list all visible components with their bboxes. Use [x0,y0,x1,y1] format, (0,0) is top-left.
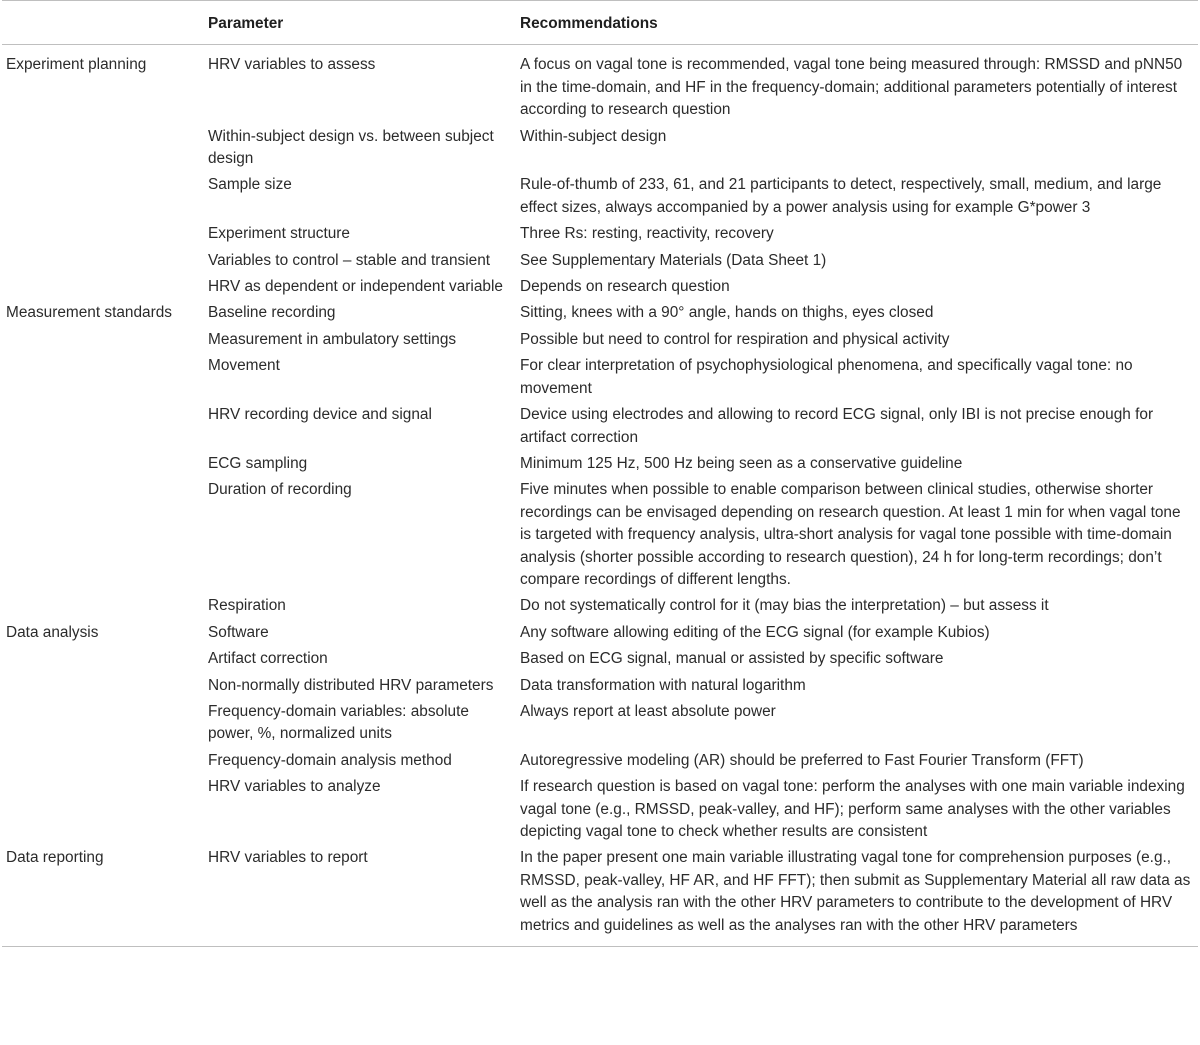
section-cell [2,248,204,274]
parameter-cell: Software [208,623,269,641]
table-row [2,673,1198,699]
section-cell [2,593,204,619]
parameter-cell: Artifact correction [208,650,328,668]
section-cell: Data reporting [6,849,104,867]
table-row [2,124,1198,173]
recommendation-cell: Three Rs: resting, reactivity, recovery [520,225,774,243]
section-cell [2,124,204,173]
parameter-cell: Measurement in ambulatory settings [208,330,457,348]
section-cell [2,172,204,221]
section-cell [2,646,204,672]
parameter-cell: Sample size [208,176,292,194]
parameter-cell: Baseline recording [208,304,336,322]
header-parameter: Parameter [208,15,284,32]
table-row [2,172,1198,221]
recommendation-cell: See Supplementary Materials (Data Sheet 1) [520,251,827,269]
section-cell [2,699,204,748]
table-row [2,699,1198,748]
table-row [2,248,1198,274]
recommendation-cell: Autoregressive modeling (AR) should be preferred to Fast Fourier Transform (FFT) [520,751,1084,769]
parameter-cell: HRV as dependent or independent variable [208,278,503,296]
table-row [2,327,1198,353]
parameter-cell: ECG sampling [208,454,308,472]
recommendation-cell: Any software allowing editing of the ECG signal (for example Kubios) [520,623,990,641]
section-cell [2,477,204,593]
table-row [2,593,1198,619]
section-cell [2,221,204,247]
section-cell: Measurement standards [6,304,172,322]
recommendation-cell: Device using electrodes and allowing to record ECG signal, only IBI is not precise enough for artifact correction [520,406,1154,446]
table-row [2,774,1198,845]
parameter-cell: HRV variables to assess [208,56,376,74]
section-cell: Data analysis [6,623,99,641]
parameter-cell: Movement [208,357,280,375]
recommendation-cell: Within-subject design [520,127,667,145]
parameter-cell: Experiment structure [208,225,350,243]
recommendation-cell: If research question is based on vagal tone: perform the analyses with one main variable indexing vagal tone (e.g., RMSSD, peak-valley, and HF); perform same analyses with the other variables depicting vagal tone to check whether results are consistent [520,778,1185,840]
header-row [2,1,1198,45]
recommendation-cell: Rule-of-thumb of 233, 61, and 21 participants to detect, respectively, small, medium, and large effect sizes, always accompanied by a power analysis using for example G*power 3 [520,176,1162,216]
section-cell [2,748,204,774]
section-cell [2,327,204,353]
table-header [2,1,1198,45]
section-cell [2,451,204,477]
table-row [2,451,1198,477]
recommendation-cell: Data transformation with natural logarithm [520,676,806,694]
table-row [2,221,1198,247]
section-cell [2,402,204,451]
table-row [2,300,1198,326]
table-row [2,620,1198,646]
parameter-cell: Within-subject design vs. between subject design [208,127,494,168]
table-body [2,45,1198,947]
recommendation-cell: Sitting, knees with a 90° angle, hands on thighs, eyes closed [520,304,934,322]
header-section [2,1,204,45]
parameter-cell: Frequency-domain variables: absolute power, %, normalized units [208,702,469,743]
recommendation-cell: Minimum 125 Hz, 500 Hz being seen as a conservative guideline [520,454,963,472]
table-row [2,353,1198,402]
section-cell [2,274,204,300]
parameter-cell: Non-normally distributed HRV parameters [208,676,494,694]
recommendation-cell: Depends on research question [520,278,730,296]
table-row [2,845,1198,946]
parameter-cell: Respiration [208,597,286,615]
parameter-cell: HRV recording device and signal [208,406,432,424]
table-row [2,477,1198,593]
recommendation-cell: In the paper present one main variable illustrating vagal tone for comprehension purposes (e.g., RMSSD, peak-valley, HF AR, and HF FFT); then submit as Supplementary Material all raw data as well as the analysis ran with the other HRV parameters to contribute to the development of HRV metrics and guidelines as well as the analyses ran with the other HRV parameters [520,849,1191,934]
section-cell [2,673,204,699]
recommendation-cell: Possible but need to control for respiration and physical activity [520,330,950,348]
parameter-cell: HRV variables to report [208,849,368,867]
table-row [2,274,1198,300]
table-row [2,45,1198,124]
section-cell [2,353,204,402]
parameter-cell: Duration of recording [208,481,352,499]
header-recommendations: Recommendations [520,15,658,32]
recommendation-cell: For clear interpretation of psychophysiological phenomena, and specifically vagal tone: no movement [520,357,1133,397]
recommendation-cell: A focus on vagal tone is recommended, vagal tone being measured through: RMSSD and pNN50 in the time-domain, and HF in the frequency-domain; additional parameters potentially of interest according to research question [520,56,1183,119]
parameter-cell: HRV variables to analyze [208,778,381,796]
recommendations-table-container [2,0,1198,947]
table-row [2,748,1198,774]
recommendations-table [2,0,1198,947]
recommendation-cell: Always report at least absolute power [520,702,776,720]
parameter-cell: Variables to control – stable and transient [208,251,491,269]
recommendation-cell: Do not systematically control for it (may bias the interpretation) – but assess it [520,597,1049,615]
section-cell: Experiment planning [6,56,147,74]
table-row [2,646,1198,672]
section-cell [2,774,204,845]
parameter-cell: Frequency-domain analysis method [208,751,452,769]
recommendation-cell: Based on ECG signal, manual or assisted by specific software [520,650,944,668]
recommendation-cell: Five minutes when possible to enable comparison between clinical studies, otherwise shorter recordings can be envisaged depending on research question. At least 1 min for when vagal tone is targeted with frequency analysis, ultra-short analysis for vagal tone possible with time-domain analysis (shorter possible according to research question), 24 h for long-term recordings; don’t compare recordings of different lengths. [520,481,1181,588]
table-row [2,402,1198,451]
